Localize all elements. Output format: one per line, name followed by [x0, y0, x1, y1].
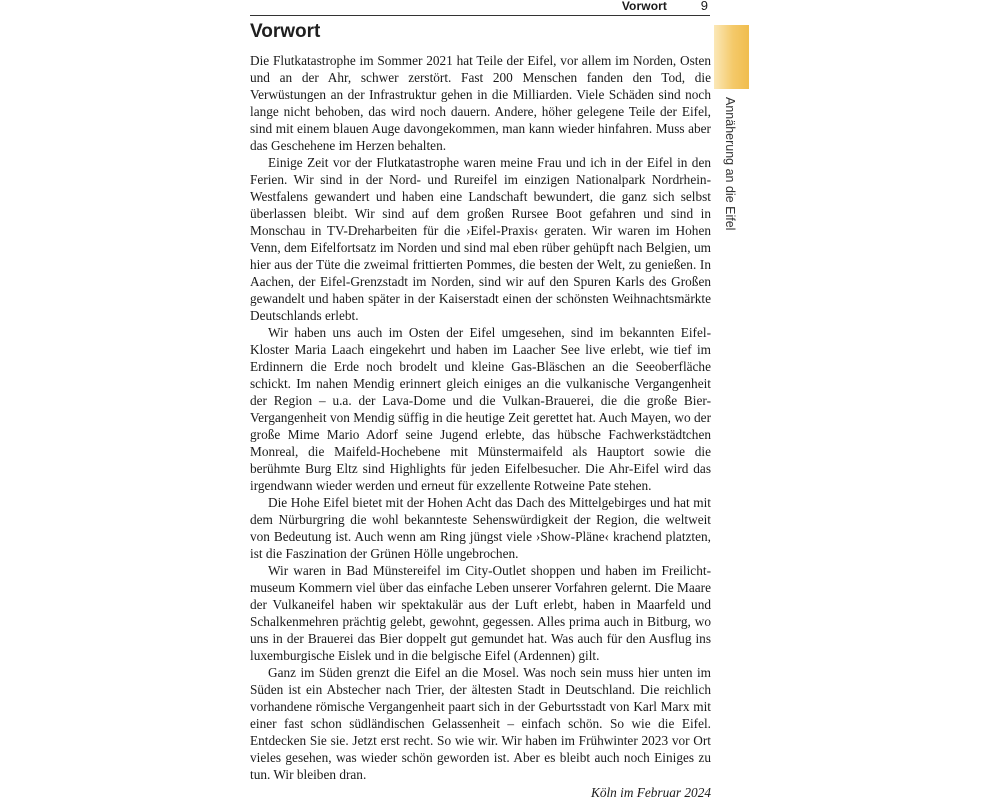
paragraph-4: Die Hohe Eifel bietet mit der Hohen Acht das Dach des Mittelgebirges und hat mit dem Nürburgring die wohl bekannteste Sehenswürdigkeit der Region, die weltweit von Bedeutung ist. Auch wenn am Ring jüngst viele ›Show-Pläne‹ krachend platzten, ist die Faszination der Grünen Hölle ungebrochen. — [250, 495, 711, 561]
body-text — [250, 52, 711, 801]
running-header — [250, 0, 710, 16]
paragraph-6: Ganz im Süden grenzt die Eifel an die Mosel. Was noch sein muss hier unten im Süden ist ein Abstecher nach Trier, der ältesten Stadt in Deutschland. Die reichlich vorhandene römische Vergangenheit paart sich in der Geburtsstadt von Karl Marx mit einer fast schon südländischen Gelassenheit – einfach schön. So wie die Eifel. Entdecken Sie sie. Jetzt erst recht. So wie wir. Wir haben im Frühwinter 2023 vor Ort vieles gesehen, was wieder schön geworden ist. Aber es bleibt auch noch Einiges zu tun. Wir bleiben dran. — [250, 665, 711, 782]
chapter-heading: Vorwort — [250, 21, 321, 42]
paragraph-3: Wir haben uns auch im Osten der Eifel umgesehen, sind im bekannten Eifel-Kloster Maria Laach eingekehrt und haben im Laacher See live erlebt, wie tief im Erdinnern die Erde noch brodelt und kleine Gas-Bläschen an die Seeoberfläche schickt. Im nahen Mendig erinnert gleich einiges an die vulkanische Vergangenheit der Region – u.a. der Lava-Dome und die Vulkan-Brauerei, die die große Bier-Vergangenheit von Mendig süffig in die heutige Zeit gerettet hat. Auch Mayen, wo der große Mime Mario Adorf seine Jugend erlebte, das hübsche Fachwerkstädtchen Monreal, die Maifeld-Hochebene mit Münstermaifeld als Hauptort sowie die berühmte Burg Eltz sind Highlights für jeden Eifelbesucher. Die Ahr-Eifel wird das irgendwann wieder werden und erneut für exzellente Rotweine Pate stehen. — [250, 325, 711, 493]
paragraph-1: Die Flutkatastrophe im Sommer 2021 hat Teile der Eifel, vor allem im Norden, Osten und an der Ahr, schwer zerstört. Fast 200 Menschen fanden den Tod, die Verwüstungen an der Infrastruktur gehen in die Milliarden. Viele Schäden sind noch lange nicht behoben, das wird noch dauern. Andere, höher gelegene Teile der Eifel, sind mit einem blauen Auge davongekommen, man kann wieder hinfahren. Muss aber das Geschehene im Herzen behalten. — [250, 53, 711, 153]
chapter-side-label: Annäherung an die Eifel — [723, 97, 737, 231]
paragraph-5: Wir waren in Bad Münstereifel im City-Outlet shoppen und haben im Freilichtmuseum Kommern viel über das einfache Leben unserer Vorfahren gelernt. Die Maare der Vulkaneifel haben wir spektakulär aus der Luft erlebt, haben in Maarfeld und Schalkenmehren prächtig gelebt, gewohnt, gegessen. Alles prima auch in Bitburg, wo uns in der Brauerei das Bier doppelt gut gemundet hat. Was auch für den Ausflug ins luxemburgische Eislek und in die belgische Eifel (Ardennen) gilt. — [250, 563, 711, 663]
running-header-title: Vorwort — [621, 0, 667, 13]
signature: Köln im Februar 2024 — [590, 785, 711, 800]
chapter-color-tab — [714, 25, 749, 89]
paragraph-2: Einige Zeit vor der Flutkatastrophe waren meine Frau und ich in der Eifel in den Ferien. Wir sind in der Nord- und Rureifel im einzigen Nationalpark Nordrhein-Westfalens gewandert und haben eine Landschaft bewundert, die ganz sich selbst überlassen bleibt. Wir sind auf dem großen Rursee Boot gefahren und sind in Monschau in TV-Dreharbeiten für die ›Eifel-Praxis‹ geraten. Wir waren im Hohen Venn, dem Eifelfortsatz im Norden und sind mal eben rüber gehüpft nach Belgien, um hier aus der Tüte die zweimal frittierten Pommes, die besten der Welt, zu genießen. In Aachen, der Eifel-Grenzstadt im Norden, sind wir auf den Spuren Karls des Großen gewandelt und haben später in der Kaiserstadt einen der schönsten Weihnachtsmärkte Deutschlands erlebt. — [250, 155, 711, 323]
page-number: 9 — [700, 0, 708, 13]
